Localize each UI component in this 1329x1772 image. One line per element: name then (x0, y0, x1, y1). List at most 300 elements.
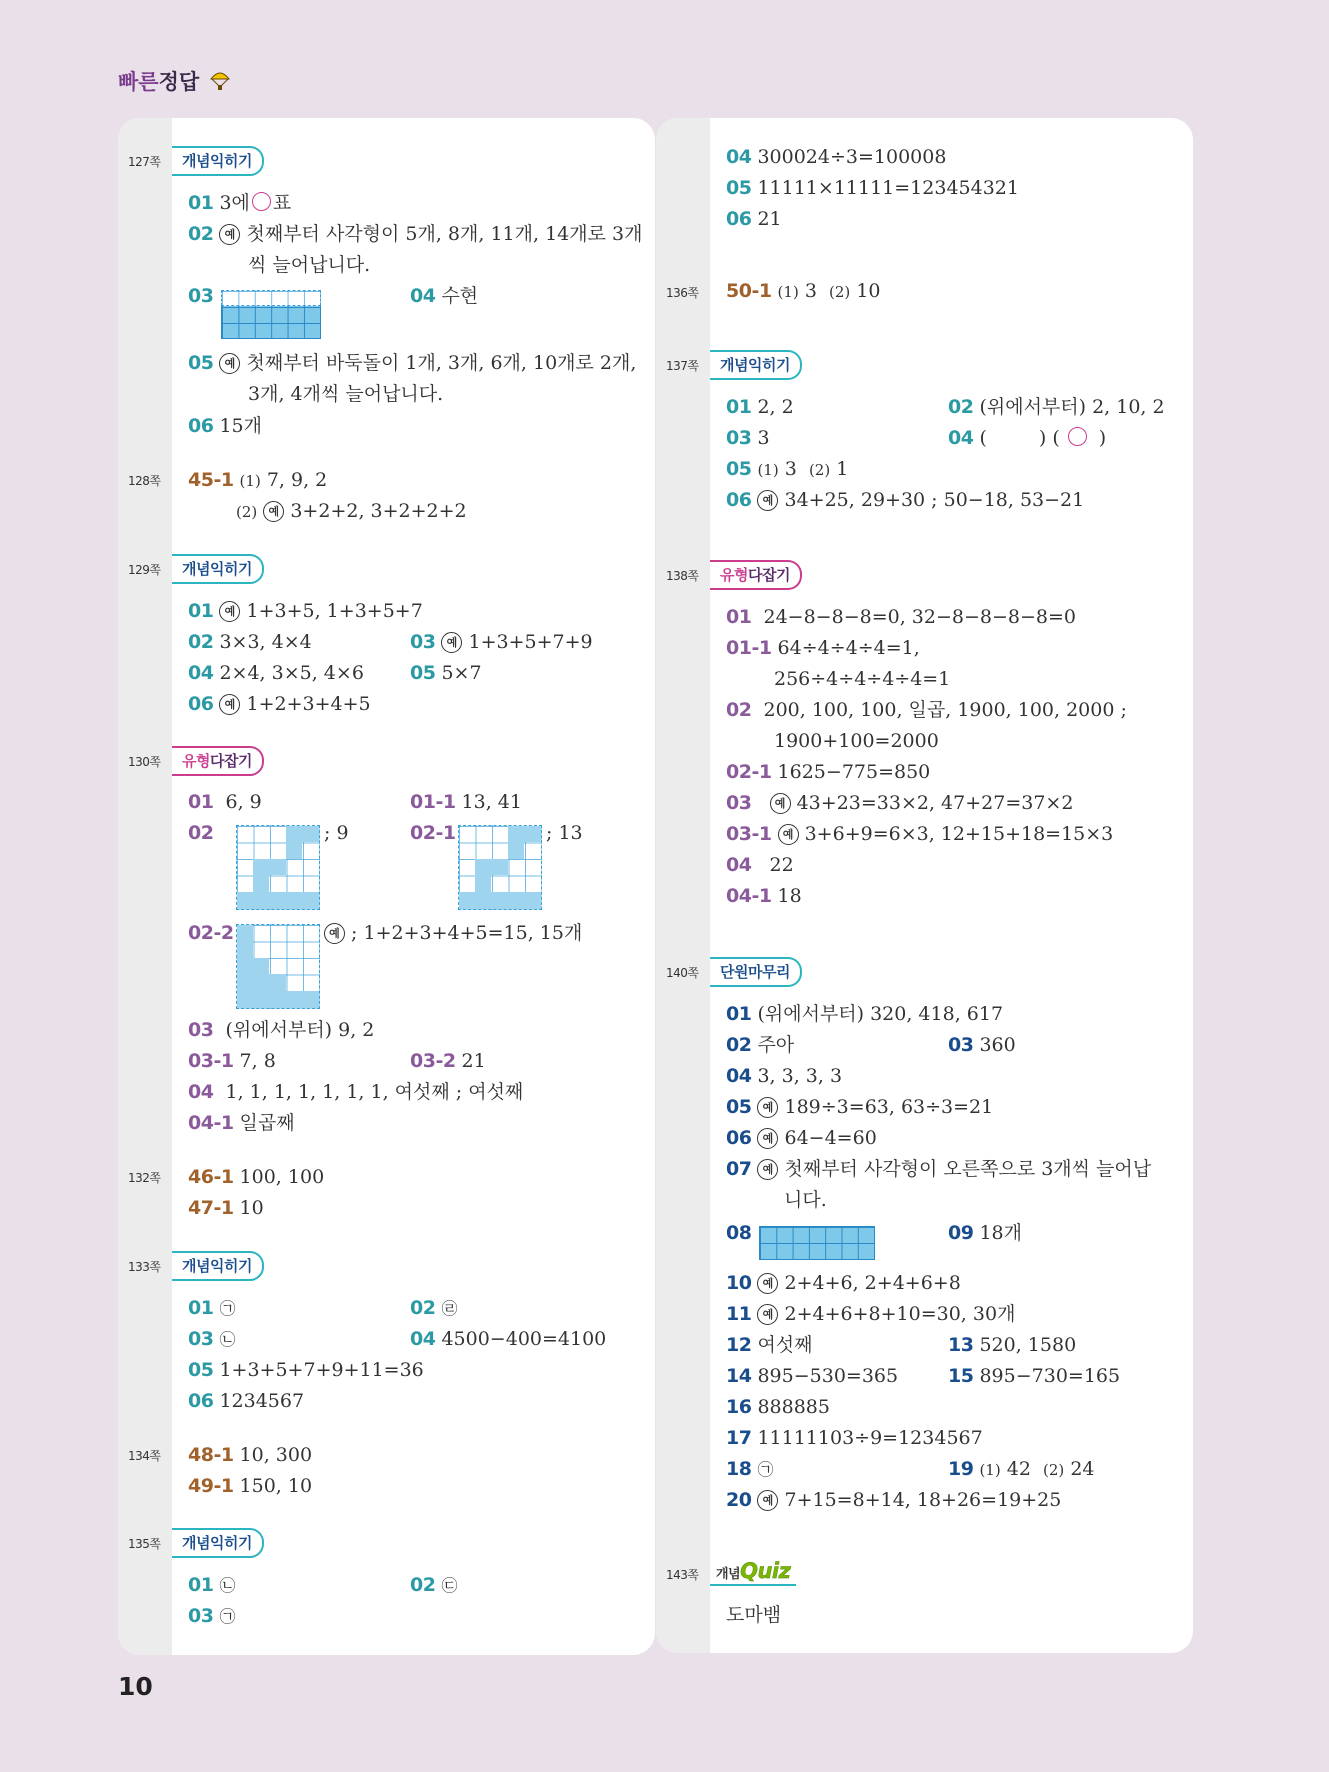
answer-text: 5×7 (441, 662, 482, 684)
tag-part: 개념 (182, 1257, 210, 1275)
answer-text: 13, 41 (461, 791, 522, 813)
answer-text: 3개, 4개씩 늘어납니다. (248, 383, 444, 405)
item-number: 06 (726, 208, 752, 230)
answer-text: 3 (804, 280, 817, 302)
answer-item (188, 468, 327, 493)
item-number: 01 (188, 192, 214, 214)
section-tag-concept (710, 350, 802, 380)
page-gutter (656, 118, 710, 1653)
tag-part: 익히기 (747, 356, 790, 374)
sub-label: (2) (236, 503, 258, 521)
answer-item (726, 1064, 842, 1088)
answer-column-left (118, 118, 655, 1655)
answer-text: ㉠ (219, 1607, 236, 1626)
item-number: 02 (188, 822, 214, 844)
example-mark: 예 (263, 501, 284, 522)
answer-text: 64−4=60 (784, 1127, 877, 1149)
answer-text: 895−530=365 (757, 1365, 899, 1387)
item-number: 02-1 (410, 822, 456, 844)
example-mark: 예 (219, 353, 240, 374)
answer-text: 895−730=165 (979, 1365, 1121, 1387)
item-number: 19 (948, 1458, 974, 1480)
answer-item (188, 1443, 312, 1467)
answer-item (726, 853, 794, 877)
answer-item (188, 1111, 295, 1135)
item-number: 50-1 (726, 280, 772, 302)
answer-item (410, 661, 482, 685)
item-number: 04 (948, 427, 974, 449)
tag-part: 익히기 (209, 1534, 252, 1552)
shape-grid-figure (759, 1226, 875, 1260)
answer-text: 22 (769, 854, 794, 876)
item-number: 03 (410, 631, 436, 653)
answer-text: 주아 (757, 1034, 795, 1056)
item-number: 04 (188, 662, 214, 684)
tag-part: 마무리 (747, 963, 790, 981)
answer-item (188, 1018, 374, 1042)
answer-item (726, 605, 1076, 629)
answer-text: 2×4, 3×5, 4×6 (219, 662, 364, 684)
answer-text: 첫째부터 사각형이 오른쪽으로 3개씩 늘어납 (784, 1158, 1152, 1180)
answer-item (410, 821, 462, 845)
answer-text: 첫째부터 사각형이 5개, 8개, 11개, 14개로 3개 (246, 223, 643, 245)
section-tag-concept (172, 1528, 264, 1558)
item-number: 01 (726, 1003, 752, 1025)
tag-part: 익히기 (209, 1257, 252, 1275)
example-mark: 예 (757, 490, 778, 511)
answer-item (324, 921, 582, 945)
answer-item (188, 661, 364, 685)
sub-label: (1) (979, 1461, 1001, 1479)
tag-part: 개념 (716, 1567, 741, 1582)
answer-item (188, 414, 262, 438)
item-number: 49-1 (188, 1475, 234, 1497)
answer-text: 1234567 (219, 1390, 305, 1412)
answer-item (726, 1221, 757, 1245)
example-mark: 예 (757, 1097, 778, 1118)
answer-text: 189÷3=63, 63÷3=21 (784, 1096, 994, 1118)
item-number: 03 (188, 1605, 214, 1627)
answer-text: 1900+100=2000 (774, 730, 939, 752)
item-number: 45-1 (188, 469, 234, 491)
page-number: 10 (118, 1672, 153, 1701)
answer-item (948, 395, 1165, 419)
page-label: 132쪽 (128, 1171, 161, 1185)
page-label: 133쪽 (128, 1260, 161, 1274)
answer-item (726, 1333, 813, 1357)
item-number: 05 (726, 458, 752, 480)
answer-text: (위에서부터) 9, 2 (225, 1019, 375, 1041)
answer-text: ( (979, 427, 987, 449)
example-mark: 예 (324, 923, 345, 944)
item-number: 47-1 (188, 1197, 234, 1219)
answer-item (726, 1302, 1015, 1326)
answer-text: ) ( (1038, 427, 1060, 449)
answer-item (726, 698, 1127, 722)
answer-text: 10 (239, 1197, 264, 1219)
item-number: 03 (726, 427, 752, 449)
item-number: 17 (726, 1427, 752, 1449)
item-number: 04-1 (726, 885, 772, 907)
item-number: 03 (726, 792, 752, 814)
answer-text: 수현 (441, 285, 479, 307)
answer-text: 3+2+2, 3+2+2+2 (290, 500, 467, 522)
answer-item (410, 1327, 606, 1351)
tag-part: 유형 (720, 566, 748, 584)
example-mark: 예 (778, 824, 799, 845)
answer-item (726, 791, 1073, 815)
example-mark: 예 (441, 632, 462, 653)
item-number: 03-1 (726, 823, 772, 845)
page-label: 128쪽 (128, 474, 161, 488)
answer-item (726, 1395, 830, 1419)
answer-text: (위에서부터) 320, 418, 617 (757, 1003, 1004, 1025)
answer-text: 300024÷3=100008 (757, 146, 947, 168)
answer-item (188, 599, 423, 623)
page-label: 136쪽 (666, 286, 699, 300)
answer-item (188, 921, 240, 945)
answer-text: 3+6+9=6×3, 12+15+18=15×3 (804, 823, 1114, 845)
example-mark: 예 (219, 224, 240, 245)
answer-item (726, 426, 770, 450)
answer-text: 2+4+6+8+10=30, 30개 (784, 1303, 1016, 1325)
answer-text: 11111103÷9=1234567 (757, 1427, 983, 1449)
section-tag-concept (172, 554, 264, 584)
item-number: 12 (726, 1334, 752, 1356)
section-tag-quiz (710, 1558, 796, 1586)
item-number: 02 (726, 1034, 752, 1056)
answer-item (726, 1488, 1061, 1512)
answer-item (726, 1126, 877, 1150)
item-number: 46-1 (188, 1166, 234, 1188)
answer-text: 첫째부터 바둑돌이 1개, 3개, 6개, 10개로 2개, (246, 352, 637, 374)
item-number: 10 (726, 1272, 752, 1294)
page-label: 137쪽 (666, 359, 699, 373)
item-number: 05 (410, 662, 436, 684)
answer-text: 씩 늘어납니다. (248, 254, 371, 276)
section-tag-concept (172, 1251, 264, 1281)
answer-item (726, 457, 848, 482)
answer-item (948, 1457, 1095, 1482)
answer-text: ㉠ (219, 1299, 236, 1318)
item-number: 04-1 (188, 1112, 234, 1134)
dot-grid-figure (458, 825, 542, 910)
item-number: 01 (726, 396, 752, 418)
answer-item (726, 279, 881, 304)
answer-text: ㉡ (219, 1330, 236, 1349)
answer-item (948, 426, 1106, 450)
answer-item (188, 284, 219, 308)
answer-item (188, 351, 636, 375)
answer-text: 1625−775=850 (777, 761, 931, 783)
answer-text: 15개 (219, 415, 262, 437)
sub-label: (1) (239, 472, 261, 490)
item-number: 09 (948, 1222, 974, 1244)
item-number: 07 (726, 1158, 752, 1180)
answer-text: 6, 9 (225, 791, 262, 813)
answer-text: 10 (856, 280, 881, 302)
answer-text: ㉢ (441, 1576, 458, 1595)
section-tag-practice (710, 560, 802, 590)
answer-text: 18 (777, 885, 802, 907)
page-header (118, 66, 230, 96)
item-number: 06 (726, 489, 752, 511)
answer-text: 888885 (757, 1396, 830, 1418)
item-number: 04 (410, 1328, 436, 1350)
answer-item (188, 1327, 235, 1352)
section-tag-practice (172, 746, 264, 776)
answer-text: ) (1098, 427, 1107, 449)
answer-item (188, 1474, 312, 1498)
item-number: 04 (726, 854, 752, 876)
sub-label: (1) (777, 283, 799, 301)
tag-part: 익히기 (209, 152, 252, 170)
item-number: 16 (726, 1396, 752, 1418)
item-number: 01 (726, 606, 752, 628)
item-number: 08 (726, 1222, 752, 1244)
answer-item (726, 1364, 898, 1388)
circle-mark-icon (1068, 427, 1087, 446)
answer-text: 4500−400=4100 (441, 1328, 607, 1350)
item-number: 03-1 (188, 1050, 234, 1072)
answer-item (726, 1457, 773, 1482)
answer-item (410, 1296, 457, 1321)
answer-text: 1+3+5, 1+3+5+7 (246, 600, 423, 622)
item-number: 01-1 (726, 637, 772, 659)
answer-text: 표 (272, 192, 292, 214)
page-label: 135쪽 (128, 1537, 161, 1551)
answer-text: 3×3, 4×4 (219, 631, 312, 653)
dot-grid-figure (236, 825, 320, 910)
answer-text: ㉠ (757, 1460, 774, 1479)
answer-text: 21 (461, 1050, 486, 1072)
answer-text: 64÷4÷4÷4=1, (777, 637, 920, 659)
answer-item (188, 1196, 264, 1220)
item-number: 03 (188, 1019, 214, 1041)
answer-item (726, 207, 782, 231)
item-number: 02-2 (188, 922, 234, 944)
answer-item (188, 790, 262, 814)
example-mark: 예 (757, 1128, 778, 1149)
answer-text: 200, 100, 100, 일곱, 1900, 100, 2000 ; (763, 699, 1127, 721)
tag-part: 유형 (182, 752, 210, 770)
answer-text: 여섯째 (757, 1334, 813, 1356)
item-number: 06 (188, 415, 214, 437)
answer-text: ; 13 (546, 822, 583, 844)
item-number: 06 (726, 1127, 752, 1149)
item-number: 01 (188, 1297, 214, 1319)
answer-text: 256÷4÷4÷4÷4=1 (774, 668, 951, 690)
answer-text: 43+23=33×2, 47+27=37×2 (796, 792, 1074, 814)
answer-text: 1+3+5+7+9+11=36 (219, 1359, 424, 1381)
answer-item (410, 284, 478, 308)
item-number: 02 (726, 699, 752, 721)
answer-item (188, 191, 291, 215)
answer-text: 34+25, 29+30 ; 50−18, 53−21 (784, 489, 1085, 511)
item-number: 05 (726, 177, 752, 199)
answer-text: 360 (979, 1034, 1016, 1056)
item-number: 01 (188, 1574, 214, 1596)
item-number: 18 (726, 1458, 752, 1480)
page-label: 127쪽 (128, 155, 161, 169)
answer-text: 1, 1, 1, 1, 1, 1, 1, 여섯째 ; 여섯째 (225, 1081, 524, 1103)
item-number: 03 (188, 1328, 214, 1350)
answer-item (188, 692, 371, 716)
tag-part: 익히기 (209, 560, 252, 578)
answer-text: 3 (757, 427, 770, 449)
item-number: 02 (188, 223, 214, 245)
answer-text: 니다. (784, 1189, 827, 1211)
example-mark: 예 (757, 1490, 778, 1511)
answer-item (726, 1271, 961, 1295)
answer-item (410, 1049, 486, 1073)
item-number: 02 (948, 396, 974, 418)
answer-column-right (656, 118, 1193, 1653)
answer-item (188, 630, 312, 654)
item-number: 01 (188, 600, 214, 622)
item-number: 01-1 (410, 791, 456, 813)
answer-item (726, 884, 802, 908)
item-number: 20 (726, 1489, 752, 1511)
answer-item (410, 1573, 457, 1598)
item-number: 05 (726, 1096, 752, 1118)
answer-text: 1+3+5+7+9 (468, 631, 593, 653)
example-mark: 예 (770, 793, 791, 814)
answer-text: 일곱째 (239, 1112, 295, 1134)
answer-item (726, 1426, 983, 1450)
item-number: 04 (188, 1081, 214, 1103)
answer-item (188, 1358, 424, 1382)
item-number: 03 (948, 1034, 974, 1056)
answer-text: 3 (784, 458, 797, 480)
section-tag-concept (172, 146, 264, 176)
tag-part: 개념 (720, 356, 748, 374)
answer-text: 520, 1580 (979, 1334, 1077, 1356)
answer-item (188, 1049, 276, 1073)
answer-text: 10, 300 (239, 1444, 313, 1466)
answer-item (188, 222, 642, 246)
example-mark: 예 (757, 1273, 778, 1294)
answer-item (726, 760, 930, 784)
item-number: 02 (410, 1574, 436, 1596)
item-number: 04 (410, 285, 436, 307)
answer-item (948, 1033, 1016, 1057)
item-number: 11 (726, 1303, 752, 1325)
answer-item (726, 1157, 1151, 1181)
answer-item (726, 1033, 794, 1057)
item-number: 02 (188, 631, 214, 653)
answer-text: 18개 (979, 1222, 1022, 1244)
answer-text: 2+4+6, 2+4+6+8 (784, 1272, 961, 1294)
example-mark: 예 (219, 694, 240, 715)
item-number: 06 (188, 1390, 214, 1412)
sub-label: (2) (829, 283, 851, 301)
answer-item (726, 145, 946, 169)
item-number: 04 (726, 146, 752, 168)
answer-text: 2, 2 (757, 396, 794, 418)
dot-grid-figure (236, 924, 320, 1009)
answer-item (410, 790, 522, 814)
tag-part: 개념 (182, 1534, 210, 1552)
item-number: 03-2 (410, 1050, 456, 1072)
item-number: 15 (948, 1365, 974, 1387)
answer-item (188, 1296, 235, 1321)
answer-item (726, 1002, 1003, 1026)
tag-part: 다잡기 (209, 752, 252, 770)
answer-text: 도마뱀 (726, 1604, 782, 1626)
item-number: 03 (188, 285, 214, 307)
answer-text: 24−8−8−8=0, 32−8−8−8−8=0 (763, 606, 1077, 628)
answer-text: 7, 8 (239, 1050, 276, 1072)
answer-item (410, 630, 593, 654)
parachute-icon (210, 70, 230, 92)
answer-item (726, 1095, 993, 1119)
item-number: 06 (188, 693, 214, 715)
answer-text: 3에 (219, 192, 250, 214)
answer-item (188, 1604, 235, 1629)
answer-item (188, 1573, 235, 1598)
sub-label: (2) (808, 461, 831, 479)
item-number: 02 (410, 1297, 436, 1319)
tag-part: Quiz (740, 1559, 791, 1583)
answer-text: ㉡ (219, 1576, 236, 1595)
tag-part: 다잡기 (747, 566, 790, 584)
shape-grid-empty-row (221, 290, 321, 306)
sub-label: (1) (757, 461, 779, 479)
answer-text: ; 1+2+3+4+5=15, 15개 (351, 922, 583, 944)
example-mark: 예 (757, 1304, 778, 1325)
page-label: 140쪽 (666, 966, 699, 980)
item-number: 48-1 (188, 1444, 234, 1466)
header-brand: 빠른 (118, 70, 159, 94)
answer-item (188, 1080, 523, 1104)
answer-item (726, 488, 1084, 512)
item-number: 13 (948, 1334, 974, 1356)
answer-item (188, 1165, 324, 1189)
header-title: 정답 (158, 70, 200, 94)
example-mark: 예 (757, 1159, 778, 1180)
answer-item (948, 1364, 1120, 1388)
answer-item (188, 1389, 304, 1413)
tag-part: 개념 (182, 152, 210, 170)
section-tag-review (710, 957, 802, 987)
sub-label: (2) (1043, 1461, 1065, 1479)
answer-text: 3, 3, 3, 3 (757, 1065, 843, 1087)
item-number: 02-1 (726, 761, 772, 783)
answer-item (188, 821, 219, 845)
example-mark: 예 (219, 601, 240, 622)
item-number: 01 (188, 791, 214, 813)
item-number: 14 (726, 1365, 752, 1387)
answer-text: ; 9 (324, 822, 349, 844)
answer-text: 21 (757, 208, 782, 230)
answer-item (948, 1221, 1022, 1245)
answer-item (236, 499, 467, 524)
answer-text: 150, 10 (239, 1475, 313, 1497)
tag-part: 단원 (720, 963, 748, 981)
answer-item (726, 636, 920, 660)
answer-text: 1 (836, 458, 849, 480)
page-label: 129쪽 (128, 563, 161, 577)
answer-text: 7, 9, 2 (266, 469, 328, 491)
item-number: 04 (726, 1065, 752, 1087)
answer-text: (위에서부터) 2, 10, 2 (979, 396, 1165, 418)
page-gutter (118, 118, 172, 1655)
answer-text: 11111×11111=123454321 (757, 177, 1019, 199)
page-label: 130쪽 (128, 755, 161, 769)
answer-text: 1+2+3+4+5 (246, 693, 371, 715)
answer-item (948, 1333, 1076, 1357)
